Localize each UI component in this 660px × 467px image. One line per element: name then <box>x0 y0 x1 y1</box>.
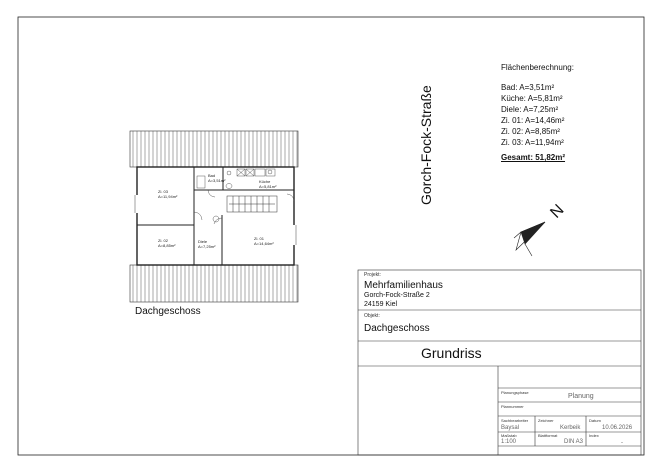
room-area: A=7,25m² <box>198 243 216 249</box>
room-area: A=8,85m² <box>158 242 176 248</box>
area-total: Gesamt: 51,82m² <box>501 153 566 162</box>
drawer-value: Kerbeik <box>560 425 581 431</box>
object-label: Objekt: <box>364 313 380 319</box>
object-name: Dachgeschoss <box>364 323 430 334</box>
roof-slope-top <box>130 131 298 167</box>
index-value: - <box>621 440 623 446</box>
plan-no-label: Plannummer <box>501 404 524 409</box>
date-label: Datum <box>589 418 601 423</box>
scale-label: Maßstab <box>501 433 517 438</box>
room-zi03 <box>158 190 177 200</box>
floor-plan <box>130 131 298 302</box>
room-area: A=3,51m² <box>208 177 226 183</box>
room-name: Zi. 01 <box>254 236 265 241</box>
room-area: A=5,81m² <box>259 183 277 189</box>
clerk-value: Baysal <box>501 425 520 431</box>
room-name: Bad <box>208 173 216 178</box>
room-area: A=11,94m² <box>158 193 178 199</box>
area-line: Zi. 03: A=11,94m² <box>501 138 564 147</box>
project-label: Projekt: <box>364 272 381 278</box>
room-name: Diele <box>198 239 208 244</box>
format-value: DIN A3 <box>564 439 584 445</box>
scale-value: 1:100 <box>501 439 517 445</box>
north-arrow-icon <box>514 222 545 256</box>
area-calc-title: Flächenberechnung: <box>501 63 574 72</box>
address-line1: Gorch-Fock-Straße 2 <box>364 292 430 299</box>
address-line2: 24159 Kiel <box>364 301 398 308</box>
format-label: Blattformat <box>538 433 558 438</box>
room-name: Zi. 02 <box>158 238 169 243</box>
project-name: Mehrfamilienhaus <box>364 280 443 291</box>
drawing-title: Grundriss <box>421 345 482 361</box>
phase-label: Planungsphase <box>501 390 529 395</box>
roof-slope-bottom <box>130 265 298 302</box>
north-letter: N <box>547 201 568 222</box>
clerk-label: Sachbearbeiter <box>501 418 529 423</box>
date-value: 10.06.2026 <box>602 425 633 431</box>
index-label: Index <box>589 433 599 438</box>
floor-label: Dachgeschoss <box>135 306 201 317</box>
drawer-label: Zeichner <box>538 418 554 423</box>
street-label: Gorch-Fock-Straße <box>418 85 434 205</box>
room-zi01 <box>254 237 274 247</box>
room-zi02 <box>158 239 175 249</box>
room-bad <box>208 174 225 184</box>
area-line: Zi. 02: A=8,85m² <box>501 127 560 136</box>
area-line: Zi. 01: A=14,46m² <box>501 116 565 125</box>
room-name: Küche <box>259 179 271 184</box>
room-area: A=14,64m² <box>254 240 274 246</box>
room-name: Zi. 03 <box>158 189 169 194</box>
room-diele <box>198 240 215 250</box>
area-line: Diele: A=7,25m² <box>501 105 559 114</box>
area-line: Bad: A=3,51m² <box>501 83 555 92</box>
room-kueche <box>259 180 276 190</box>
area-line: Küche: A=5,81m² <box>501 94 563 103</box>
phase-value: Planung <box>568 393 594 400</box>
